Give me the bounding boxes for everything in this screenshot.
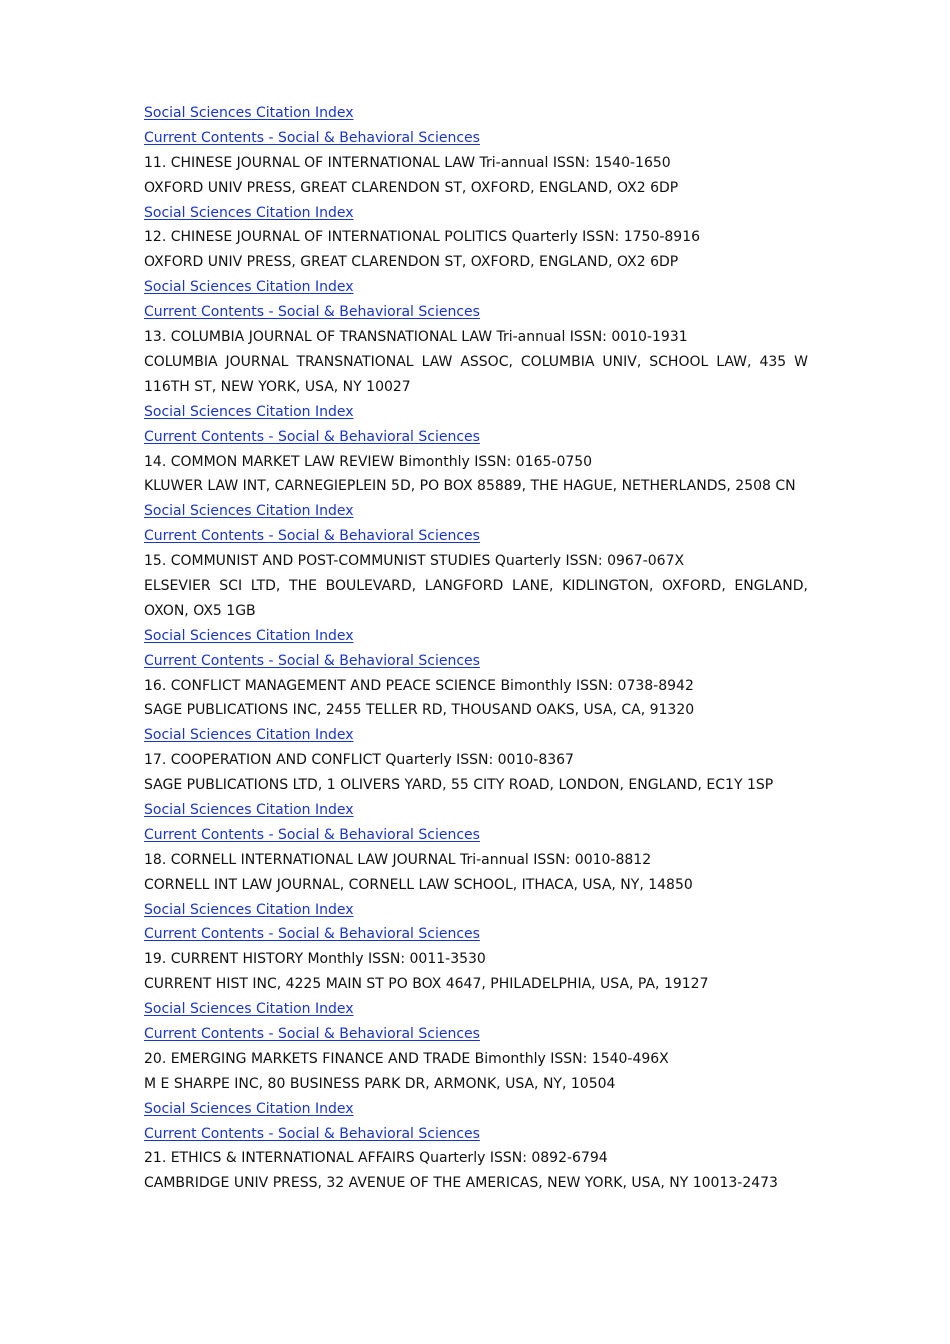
current-contents-link[interactable]: Current Contents - Social & Behavioral Sciences <box>144 826 480 843</box>
index-link-row <box>144 922 808 947</box>
journal-title: 15. COMMUNIST AND POST-COMMUNIST STUDIES Quarterly ISSN: 0967-067X <box>144 553 685 570</box>
current-contents-link[interactable]: Current Contents - Social & Behavioral Sciences <box>144 528 480 545</box>
index-link-row <box>144 101 808 126</box>
current-contents-link[interactable]: Current Contents - Social & Behavioral Sciences <box>144 304 480 321</box>
ssci-link[interactable]: Social Sciences Citation Index <box>144 204 354 221</box>
index-link-row <box>144 624 808 649</box>
publisher-address: ELSEVIER SCI LTD, THE BOULEVARD, LANGFORD LANE, KIDLINGTON, OXFORD, ENGLAND, OXON, OX5 1GB <box>144 577 808 619</box>
ssci-link[interactable]: Social Sciences Citation Index <box>144 403 354 420</box>
ssci-link[interactable]: Social Sciences Citation Index <box>144 105 354 121</box>
current-contents-link[interactable]: Current Contents - Social & Behavioral Sciences <box>144 1125 480 1142</box>
index-link-row <box>144 201 808 226</box>
current-contents-link[interactable]: Current Contents - Social & Behavioral Sciences <box>144 1026 480 1043</box>
ssci-link[interactable]: Social Sciences Citation Index <box>144 1001 354 1018</box>
journal-title: 19. CURRENT HISTORY Monthly ISSN: 0011-3530 <box>144 951 486 968</box>
ssci-link[interactable]: Social Sciences Citation Index <box>144 503 354 520</box>
publisher-address: M E SHARPE INC, 80 BUSINESS PARK DR, ARMONK, USA, NY, 10504 <box>144 1075 616 1092</box>
journal-title: 14. COMMON MARKET LAW REVIEW Bimonthly ISSN: 0165-0750 <box>144 453 593 470</box>
publisher-address: CURRENT HIST INC, 4225 MAIN ST PO BOX 4647, PHILADELPHIA, USA, PA, 19127 <box>144 976 709 993</box>
ssci-link[interactable]: Social Sciences Citation Index <box>144 802 354 818</box>
current-contents-link[interactable]: Current Contents - Social & Behavioral Sciences <box>144 428 480 445</box>
publisher-address: SAGE PUBLICATIONS INC, 2455 TELLER RD, THOUSAND OAKS, USA, CA, 91320 <box>144 702 695 719</box>
index-link-row <box>144 524 808 549</box>
ssci-link[interactable]: Social Sciences Citation Index <box>144 279 354 296</box>
index-link-row <box>144 823 808 848</box>
current-contents-link[interactable]: Current Contents - Social & Behavioral Sciences <box>144 652 480 669</box>
ssci-link[interactable]: Social Sciences Citation Index <box>144 901 354 918</box>
ssci-link[interactable]: Social Sciences Citation Index <box>144 727 354 744</box>
journal-title: 11. CHINESE JOURNAL OF INTERNATIONAL LAW Tri-annual ISSN: 1540-1650 <box>144 154 671 171</box>
publisher-address: CORNELL INT LAW JOURNAL, CORNELL LAW SCHOOL, ITHACA, USA, NY, 14850 <box>144 876 693 893</box>
index-link-row <box>144 499 808 524</box>
journal-title: 17. COOPERATION AND CONFLICT Quarterly ISSN: 0010-8367 <box>144 752 574 769</box>
publisher-address: OXFORD UNIV PRESS, GREAT CLARENDON ST, OXFORD, ENGLAND, OX2 6DP <box>144 179 679 196</box>
ssci-link[interactable]: Social Sciences Citation Index <box>144 627 354 644</box>
index-link-row <box>144 649 808 674</box>
current-contents-link[interactable]: Current Contents - Social & Behavioral Sciences <box>144 129 480 146</box>
index-link-row <box>144 1022 808 1047</box>
index-link-row <box>144 898 808 923</box>
index-link-row <box>144 798 808 823</box>
index-link-row <box>144 275 808 300</box>
index-link-row <box>144 1097 808 1122</box>
journal-title: 12. CHINESE JOURNAL OF INTERNATIONAL POLITICS Quarterly ISSN: 1750-8916 <box>144 229 701 246</box>
index-link-row <box>144 1122 808 1147</box>
publisher-address: COLUMBIA JOURNAL TRANSNATIONAL LAW ASSOC, COLUMBIA UNIV, SCHOOL LAW, 435 W 116TH ST, NEW YORK, USA, NY 10027 <box>144 353 808 395</box>
publisher-address: KLUWER LAW INT, CARNEGIEPLEIN 5D, PO BOX 85889, THE HAGUE, NETHERLANDS, 2508 CN <box>144 478 796 495</box>
index-link-row <box>144 400 808 425</box>
index-link-row <box>144 300 808 325</box>
journal-title: 20. EMERGING MARKETS FINANCE AND TRADE Bimonthly ISSN: 1540-496X <box>144 1050 669 1067</box>
index-link-row <box>144 126 808 151</box>
ssci-link[interactable]: Social Sciences Citation Index <box>144 1100 354 1117</box>
journal-title: 21. ETHICS & INTERNATIONAL AFFAIRS Quarterly ISSN: 0892-6794 <box>144 1150 608 1167</box>
journal-title: 13. COLUMBIA JOURNAL OF TRANSNATIONAL LAW Tri-annual ISSN: 0010-1931 <box>144 329 688 346</box>
publisher-address: OXFORD UNIV PRESS, GREAT CLARENDON ST, OXFORD, ENGLAND, OX2 6DP <box>144 254 679 271</box>
index-link-row <box>144 425 808 450</box>
document-body <box>144 101 808 1196</box>
index-link-row <box>144 723 808 748</box>
index-link-row <box>144 997 808 1022</box>
publisher-address: SAGE PUBLICATIONS LTD, 1 OLIVERS YARD, 55 CITY ROAD, LONDON, ENGLAND, EC1Y 1SP <box>144 777 774 794</box>
current-contents-link[interactable]: Current Contents - Social & Behavioral Sciences <box>144 926 480 943</box>
publisher-address: CAMBRIDGE UNIV PRESS, 32 AVENUE OF THE AMERICAS, NEW YORK, USA, NY 10013-2473 <box>144 1175 778 1192</box>
journal-title: 18. CORNELL INTERNATIONAL LAW JOURNAL Tri-annual ISSN: 0010-8812 <box>144 851 652 868</box>
journal-title: 16. CONFLICT MANAGEMENT AND PEACE SCIENCE Bimonthly ISSN: 0738-8942 <box>144 677 694 694</box>
